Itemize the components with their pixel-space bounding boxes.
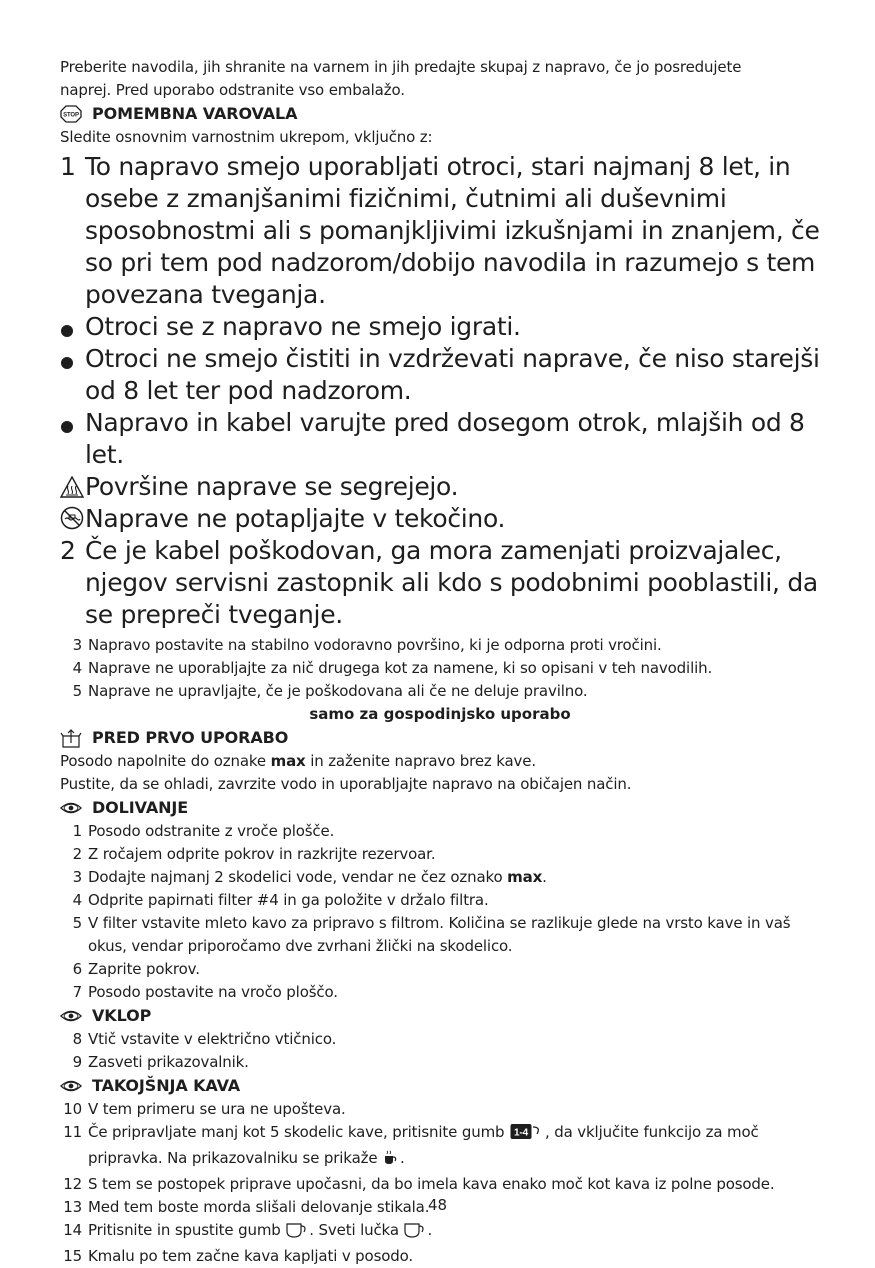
max-mark-label: max [507, 868, 543, 886]
eye-icon [60, 1007, 82, 1025]
step-text-post: . [400, 1149, 405, 1167]
instant-step [60, 1121, 820, 1173]
step-text-post: . [427, 1221, 433, 1239]
step-text: Zasveti prikazovalnik. [88, 1053, 249, 1071]
step-text: Vtič vstavite v električno vtičnico. [88, 1030, 337, 1048]
item-number: 5 [72, 682, 82, 700]
bullet-dot-icon [60, 311, 85, 343]
item-text: Če je kabel poškodovan, ga mora zamenjati proizvajalec, njegov servisni zastopnik ali kdo s podobnimi pooblastili, da se prepreči tveganje. [85, 536, 818, 629]
step-number: 7 [72, 983, 82, 1001]
step-text [88, 1219, 820, 1245]
safety-small-item [60, 680, 820, 703]
safety-item-1 [60, 151, 820, 311]
safety-bullet [60, 343, 820, 407]
instant-coffee-heading [60, 1074, 820, 1098]
household-use-note: samo za gospodinjsko uporabo [309, 705, 571, 723]
filling-step [60, 912, 820, 958]
step-text-pre: Dodajte najmanj 2 skodelici vode, vendar ne čez oznako [88, 868, 508, 886]
step-number: 14 [63, 1221, 82, 1239]
filling-step [60, 820, 820, 843]
step-number: 4 [72, 891, 82, 909]
stop-sign-label: STOP [63, 112, 79, 119]
filling-step [60, 889, 820, 912]
safety-subtitle: Sledite osnovnim varnostnim ukrepom, vključno z: [60, 128, 433, 146]
hot-surface-icon [60, 471, 85, 503]
intro-line-2: naprej. Pred uporabo odstranite vso embalažo. [60, 81, 405, 99]
step-text: Kmalu po tem začne kava kapljati v posodo. [88, 1247, 414, 1265]
step-text: Med tem boste morda slišali delovanje stikala. [88, 1198, 430, 1216]
step-number: 3 [72, 868, 82, 886]
step-text-mid: , da vključite funkcijo za moč pripravka. Na prikazovalniku se prikaže [88, 1123, 759, 1167]
step-text: Posodo odstranite z vroče plošče. [88, 822, 335, 840]
step-number: 10 [63, 1100, 82, 1118]
instant-step [60, 1098, 820, 1121]
item-number: 3 [72, 636, 82, 654]
filling-step [60, 958, 820, 981]
unpack-box-icon [60, 729, 82, 747]
step-number: 8 [72, 1030, 82, 1048]
no-immerse-text: Naprave ne potapljajte v tekočino. [85, 504, 506, 533]
step-text: S tem se postopek priprave upočasni, da bo imela kava enako moč kot kava iz polne posode. [88, 1175, 775, 1193]
step-text: Posodo postavite na vročo ploščo. [88, 983, 338, 1001]
safety-heading [60, 102, 820, 126]
item-text: Napravo postavite na stabilno vodoravno površino, ki je odporna proti vročini. [88, 636, 662, 654]
step-number: 12 [63, 1175, 82, 1193]
step-text: V filter vstavite mleto kavo za pripravo s filtrom. Količina se razlikuje glede na vrsto kave in vaš okus, vendar priporočamo dve zvrhani žlički na skodelico. [88, 914, 791, 955]
switch-on-title: VKLOP [92, 1006, 152, 1025]
step-text: Odprite papirnati filter #4 in ga položite v držalo filtra. [88, 891, 489, 909]
hot-surface-text: Površine naprave se segrejejo. [85, 472, 459, 501]
switch-on-heading [60, 1004, 820, 1028]
first-use-line-1-post: in zaženite napravo brez kave. [305, 752, 536, 770]
safety-bullet [60, 311, 820, 343]
step-number: 5 [72, 914, 82, 932]
eye-icon [60, 799, 82, 817]
item-number: 4 [72, 659, 82, 677]
first-use-line-1 [60, 750, 820, 773]
item-text: Naprave ne uporabljajte za nič drugega kot za namene, ki so opisani v teh navodilih. [88, 659, 713, 677]
instant-step [60, 1245, 820, 1268]
step-number: 13 [63, 1198, 82, 1216]
switch-on-step [60, 1051, 820, 1074]
eye-icon [60, 1077, 82, 1095]
first-use-line-1-pre: Posodo napolnite do oznake [60, 752, 271, 770]
filling-step [60, 843, 820, 866]
no-immerse-icon [60, 503, 85, 535]
item-number: 2 [60, 536, 76, 565]
filling-step [60, 981, 820, 1004]
bullet-dot-icon [60, 343, 85, 407]
strength-button-icon [510, 1123, 544, 1147]
step-text-pre: Pritisnite in spustite gumb [88, 1221, 286, 1239]
step-text: Z ročajem odprite pokrov in razkrijte rezervoar. [88, 845, 436, 863]
instant-coffee-title: TAKOJŠNJA KAVA [92, 1076, 241, 1095]
bullet-text: Otroci ne smejo čistiti in vzdrževati naprave, če niso starejši od 8 let ter pod nadzorom. [85, 344, 820, 405]
item-text: To napravo smejo uporabljati otroci, stari najmanj 8 let, in osebe z zmanjšanimi fizičnimi, čutnimi ali duševnimi sposobnostmi ali s pomanjkljivimi izkušnjami in znanjem, če so pri tem pod nadzorom/dobijo navodila in razumejo s tem povezana tveganja. [85, 152, 820, 309]
page-number: 48 [427, 1196, 448, 1214]
intro-line-1: Preberite navodila, jih shranite na varnem in jih predajte skupaj z napravo, če jo posredujete [60, 58, 742, 76]
step-text-post: . [542, 868, 547, 886]
bullet-text: Napravo in kabel varujte pred dosegom otrok, mlajših od 8 let. [85, 408, 805, 469]
step-number: 2 [72, 845, 82, 863]
hot-surface-warning [60, 471, 820, 503]
cup-light-icon [404, 1222, 426, 1245]
intro-paragraph [60, 56, 820, 102]
first-use-title: PRED PRVO UPORABO [92, 728, 289, 747]
no-immerse-warning [60, 503, 820, 535]
first-use-heading [60, 726, 820, 750]
step-text-mid: . Sveti lučka [309, 1221, 404, 1239]
strength-indicator-icon [383, 1150, 399, 1173]
filling-step [60, 866, 820, 889]
item-text: Naprave ne upravljajte, če je poškodovana ali če ne deluje pravilno. [88, 682, 588, 700]
filling-heading [60, 796, 820, 820]
manual-page [60, 56, 820, 1268]
step-text [88, 1121, 820, 1173]
step-number: 6 [72, 960, 82, 978]
step-text: Zaprite pokrov. [88, 960, 200, 978]
bullet-text: Otroci se z napravo ne smejo igrati. [85, 312, 521, 341]
step-number: 9 [72, 1053, 82, 1071]
cup-button-icon [286, 1222, 308, 1245]
instant-step [60, 1173, 820, 1196]
safety-item-2 [60, 535, 820, 631]
switch-on-step [60, 1028, 820, 1051]
bullet-dot-icon [60, 407, 85, 471]
safety-small-item [60, 657, 820, 680]
stop-sign-icon [60, 105, 82, 123]
step-number: 11 [63, 1123, 82, 1141]
step-text [88, 866, 820, 889]
safety-small-item [60, 634, 820, 657]
max-mark-label: max [270, 752, 306, 770]
item-number: 1 [60, 152, 76, 181]
first-use-line-2: Pustite, da se ohladi, zavrzite vodo in uporabljajte napravo na običajen način. [60, 775, 632, 793]
safety-title: POMEMBNA VAROVALA [92, 104, 298, 123]
step-text: V tem primeru se ura ne upošteva. [88, 1100, 346, 1118]
instant-step [60, 1219, 820, 1245]
safety-bullet [60, 407, 820, 471]
filling-title: DOLIVANJE [92, 798, 189, 817]
strength-button-label: 1-4 [514, 1127, 529, 1139]
step-text-pre: Če pripravljate manj kot 5 skodelic kave, pritisnite gumb [88, 1123, 510, 1141]
step-number: 15 [63, 1247, 82, 1265]
step-number: 1 [72, 822, 82, 840]
